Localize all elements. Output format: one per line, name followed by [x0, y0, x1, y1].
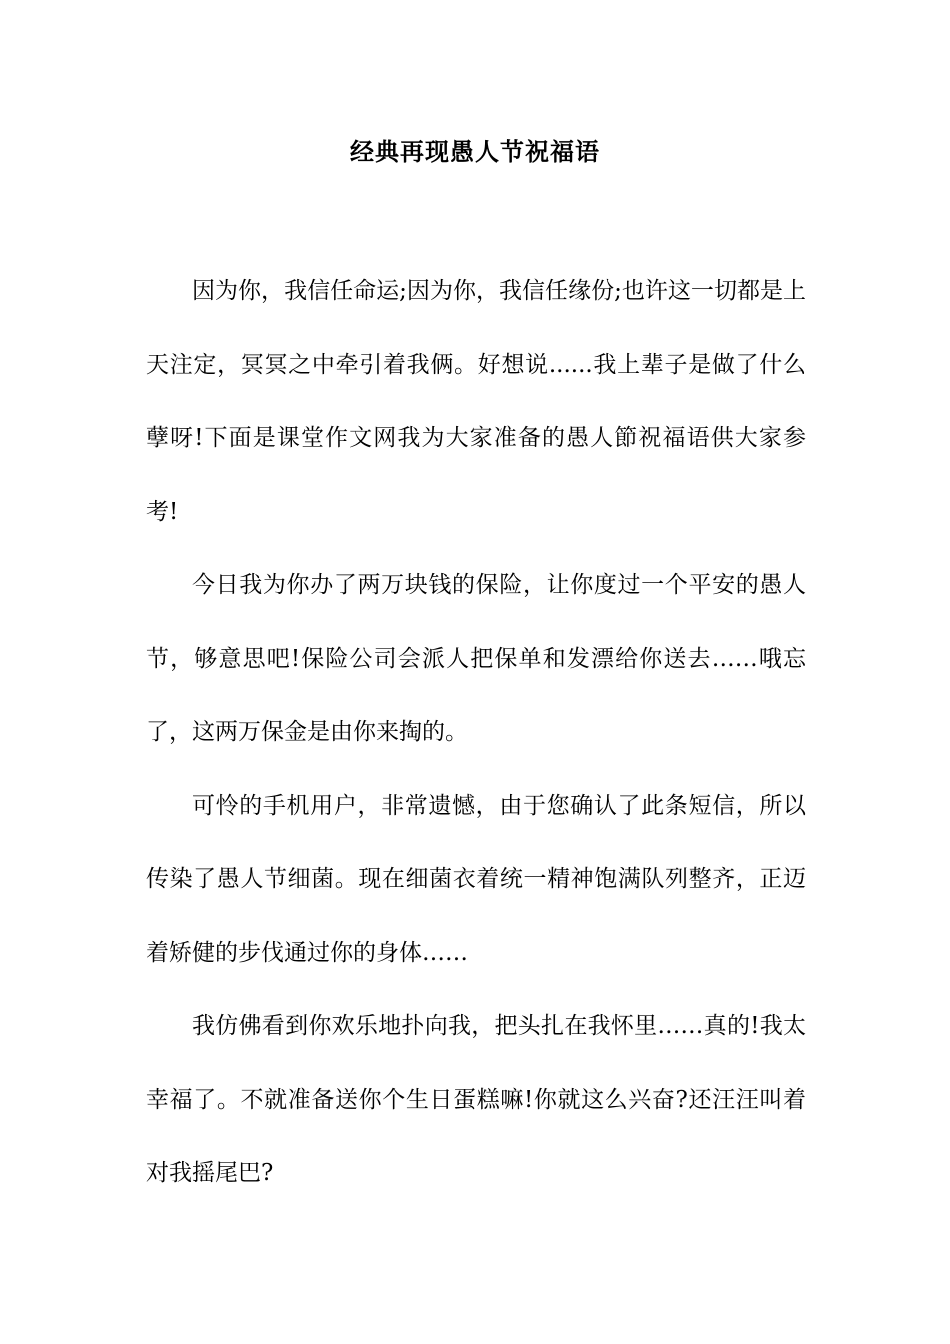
- paragraph-4: 我仿佛看到你欢乐地扑向我，把头扎在我怀里……真的!我太幸福了。不就准备送你个生日蛋糕嘛!你就这么兴奋?还汪汪叫着对我摇尾巴?: [146, 1013, 806, 1186]
- paragraph-3: 可怜的手机用户，非常遗憾，由于您确认了此条短信，所以传染了愚人节细菌。现在细菌衣着统一精神饱满队列整齐，正迈着矫健的步伐通过你的身体……: [146, 792, 806, 966]
- document-title: 经典再现愚人节祝福语: [350, 137, 600, 166]
- paragraph-2: 今日我为你办了两万块钱的保险，让你度过一个平安的愚人节，够意思吧!保险公司会派人把保单和发漂给你送去……哦忘了，这两万保金是由你来掏的。: [146, 572, 806, 745]
- paragraph-1: 因为你，我信任命运;因为你，我信任缘份;也许这一切都是上天注定，冥冥之中牵引着我俩。好想说......我上辈子是做了什么孽呀!下面是课堂作文网我为大家准备的愚人節祝福语供大家参考!: [146, 278, 806, 525]
- document-body: [146, 255, 806, 1211]
